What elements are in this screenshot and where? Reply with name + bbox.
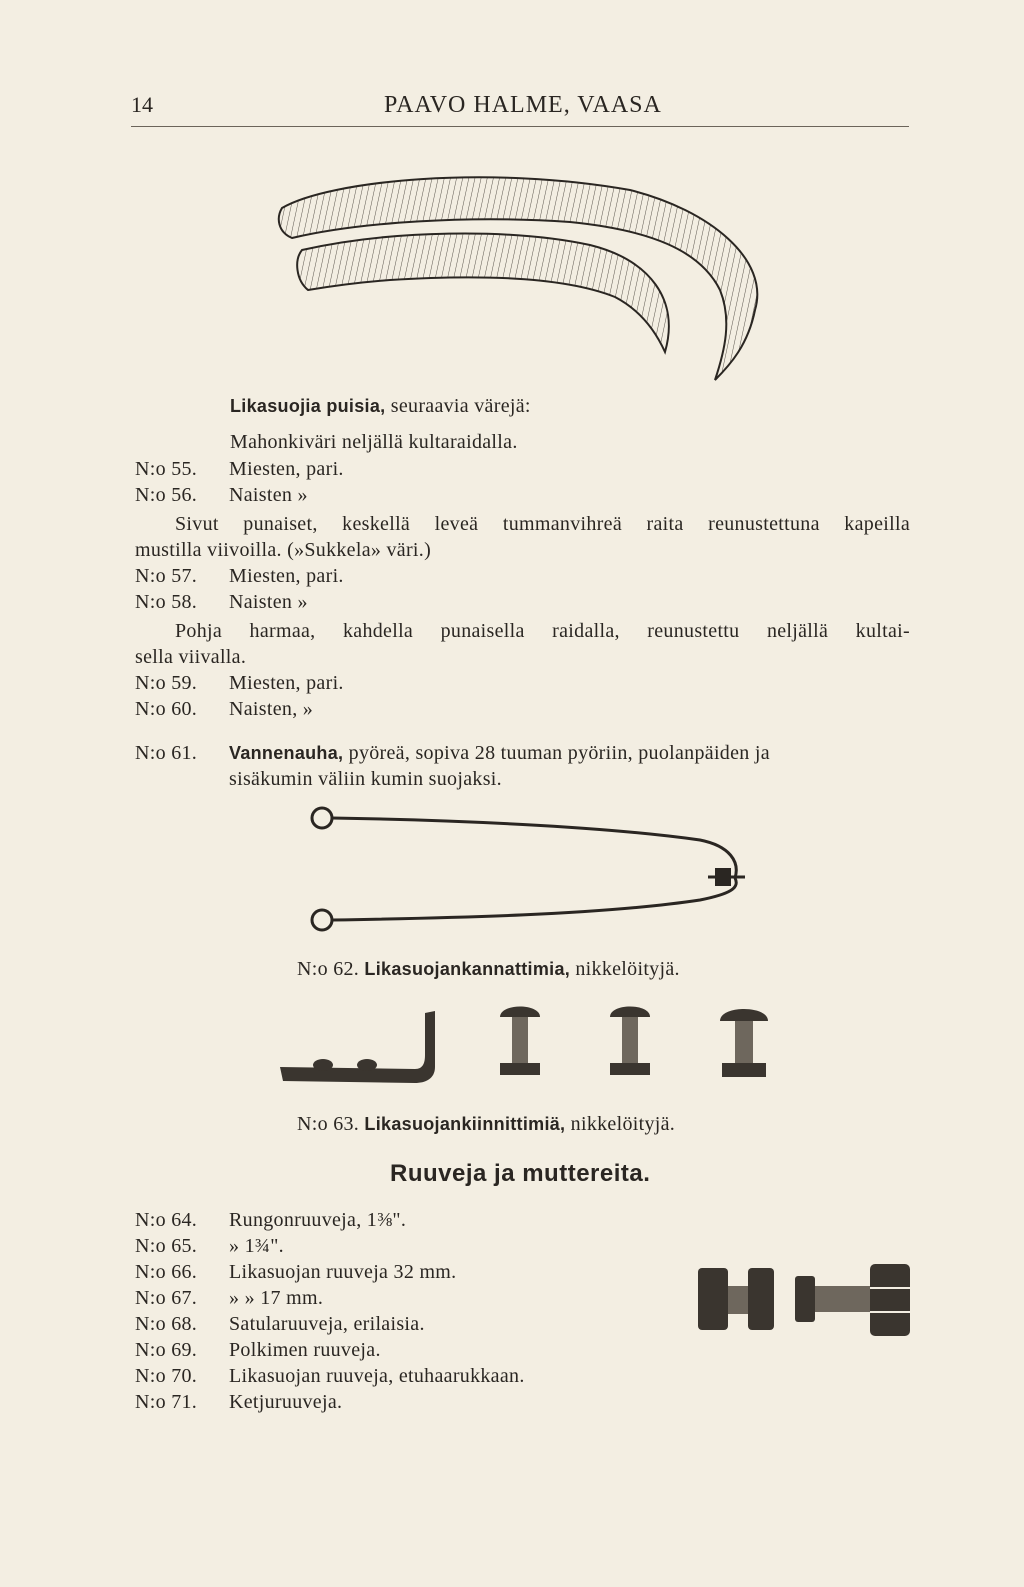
item-61: [135, 740, 770, 766]
list-item: [135, 670, 344, 696]
item-number: N:o 57.: [135, 565, 198, 587]
item-63-bold: Likasuojankiinnittimiä,: [364, 1114, 566, 1134]
item-text: Satularuuveja, erilaisia.: [229, 1313, 425, 1335]
item-number: N:o 55.: [135, 458, 198, 480]
item-text: » 1¾".: [229, 1235, 284, 1257]
item-text: Ketjuruuveja.: [229, 1391, 343, 1413]
item-text: Likasuojan ruuveja, etuhaarukkaan.: [229, 1365, 525, 1387]
list-item: [135, 1259, 456, 1285]
color-description-3-line1: Pohja harmaa, kahdella punaisella raidalla, reunustettu neljällä kultai-: [175, 620, 910, 642]
item-number: N:o 56.: [135, 484, 198, 506]
mudguard-stay-illustration: [300, 800, 760, 940]
item-61-line1: pyöreä, sopiva 28 tuuman pyöriin, puolanpäiden ja: [343, 742, 770, 764]
bolts-and-nuts-illustration: [690, 1250, 920, 1350]
list-item: [135, 1207, 406, 1233]
item-number: N:o 67.: [135, 1287, 198, 1309]
item-text: Polkimen ruuveja.: [229, 1339, 381, 1361]
item-text: Naisten »: [229, 484, 308, 506]
item-61-line2: sisäkumin väliin kumin suojaksi.: [229, 768, 502, 790]
header-rule: [131, 126, 909, 127]
item-63-rest: nikkelöityjä.: [565, 1113, 676, 1135]
color-description-2-line2: mustilla viivoilla. (»Sukkela» väri.): [135, 539, 432, 561]
color-description-1: Mahonkiväri neljällä kultaraidalla.: [230, 431, 518, 453]
item-text: Naisten »: [229, 591, 308, 613]
list-item: [135, 1311, 425, 1337]
item-62-rest: nikkelöityjä.: [570, 958, 680, 980]
item-number: N:o 58.: [135, 591, 198, 613]
list-item: [135, 563, 344, 589]
item-number: N:o 62.: [297, 958, 360, 980]
item-text: Naisten, »: [229, 698, 314, 720]
list-item: [135, 482, 308, 508]
item-62: [297, 956, 680, 982]
item-text: Rungonruuveja, 1⅜".: [229, 1209, 407, 1231]
color-description-3-line2: sella viivalla.: [135, 646, 247, 668]
mudguards-heading-rest: seuraavia värejä:: [385, 395, 531, 417]
list-item: [135, 1337, 381, 1363]
item-number: N:o 65.: [135, 1235, 198, 1257]
item-number: N:o 68.: [135, 1313, 198, 1335]
list-item: [135, 1363, 525, 1389]
list-item: [135, 1389, 342, 1415]
mudguard-fasteners-illustration: [275, 995, 795, 1095]
item-62-bold: Likasuojankannattimia,: [364, 959, 571, 979]
list-item: [135, 589, 308, 615]
item-number: N:o 64.: [135, 1209, 198, 1231]
mudguards-heading: [230, 393, 531, 419]
item-number: N:o 59.: [135, 672, 198, 694]
mudguards-heading-bold: Likasuojia puisia,: [230, 396, 386, 416]
list-item: [135, 456, 344, 482]
list-item: [135, 1233, 284, 1259]
item-61-bold: Vannenauha,: [229, 743, 344, 763]
item-text: Miesten, pari.: [229, 672, 344, 694]
section-title: Ruuveja ja muttereita.: [390, 1160, 651, 1187]
item-text: Likasuojan ruuveja 32 mm.: [229, 1261, 457, 1283]
item-number: N:o 70.: [135, 1365, 198, 1387]
item-number: N:o 69.: [135, 1339, 198, 1361]
list-item: [135, 1285, 323, 1311]
item-number: N:o 60.: [135, 698, 198, 720]
item-text: Miesten, pari.: [229, 458, 344, 480]
list-item: [135, 696, 313, 722]
item-number: N:o 63.: [297, 1113, 360, 1135]
color-description-2-line1: Sivut punaiset, keskellä leveä tummanvihreä raita reunustettuna kapeilla: [175, 513, 910, 535]
item-text: » » 17 mm.: [229, 1287, 324, 1309]
page-number: 14: [131, 92, 153, 117]
wooden-mudguards-illustration: [270, 160, 770, 390]
item-63: [297, 1111, 675, 1137]
item-number: N:o 61.: [135, 742, 198, 764]
item-number: N:o 66.: [135, 1261, 198, 1283]
item-text: Miesten, pari.: [229, 565, 344, 587]
item-number: N:o 71.: [135, 1391, 198, 1413]
page-header-title: PAAVO HALME, VAASA: [384, 92, 662, 118]
